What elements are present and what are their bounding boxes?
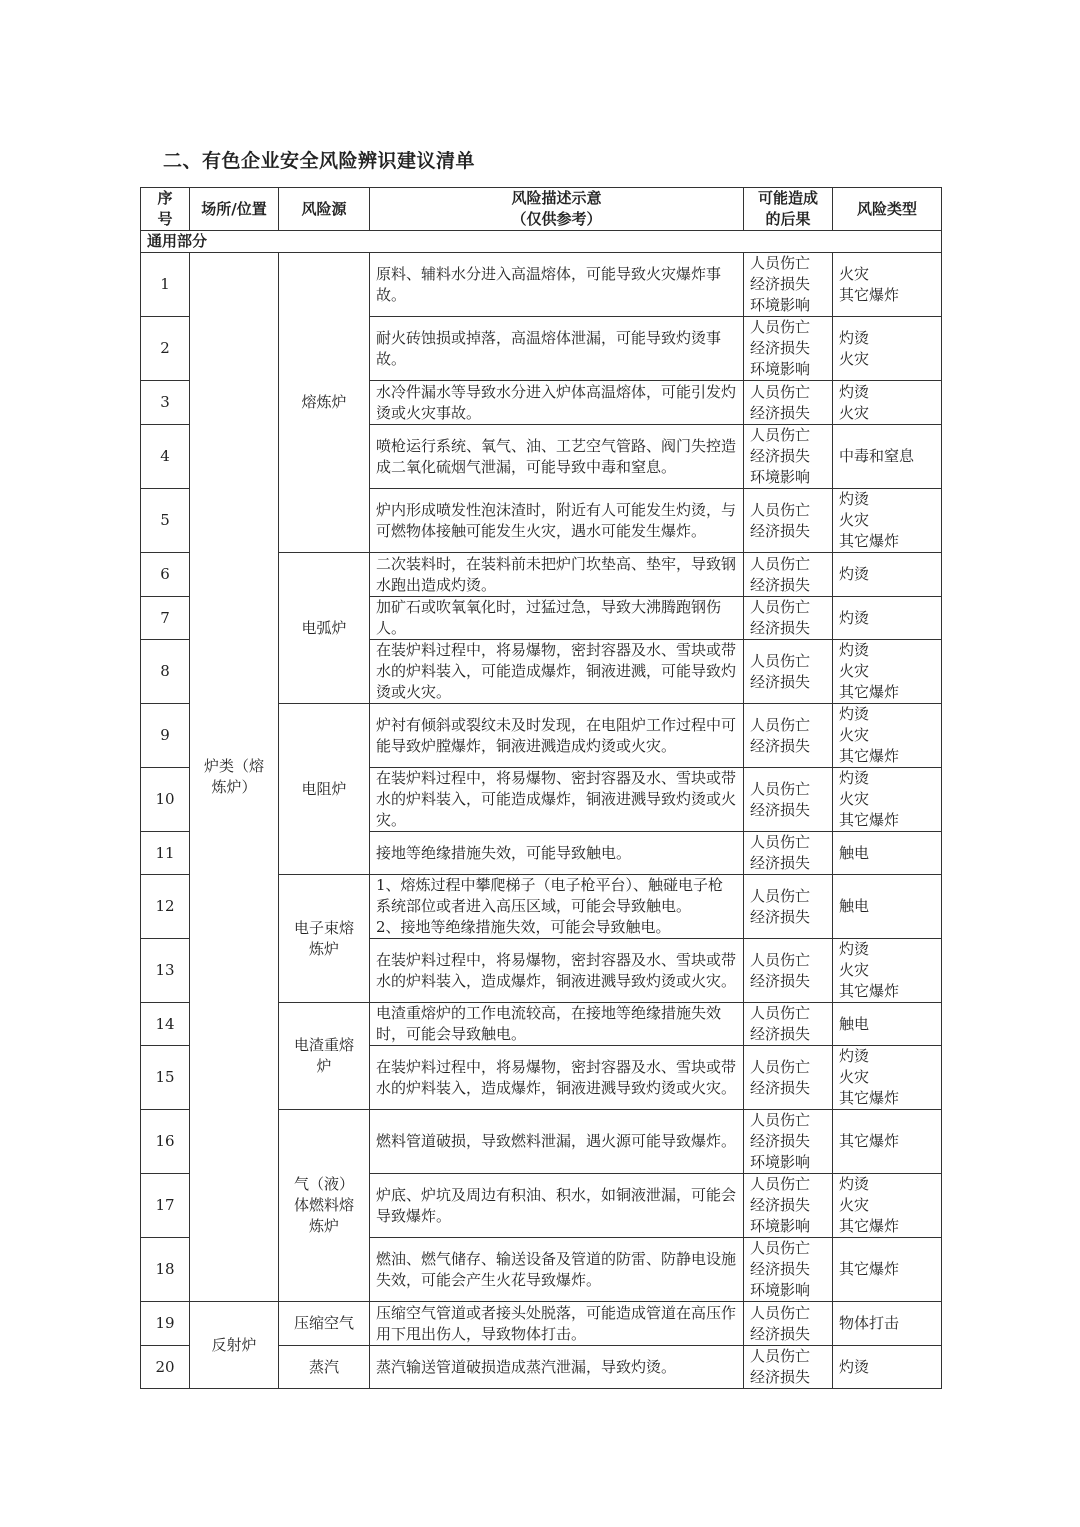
header-description: 风险描述示意 （仅供参考） [370,188,744,231]
header-location: 场所/位置 [190,188,279,231]
consequence: 人员伤亡 经济损失 [744,553,833,597]
risk-type: 灼烫 [833,1346,942,1389]
source-compressed-air: 压缩空气 [279,1302,370,1346]
consequence: 人员伤亡 经济损失 环境影响 [744,425,833,489]
consequence: 人员伤亡 经济损失 环境影响 [744,1238,833,1302]
risk-description: 耐火砖蚀损或掉落，高温熔体泄漏，可能导致灼烫事故。 [370,317,744,381]
row-no: 15 [141,1046,190,1110]
table-row [141,253,942,317]
source-steam: 蒸汽 [279,1346,370,1389]
risk-description: 燃油、燃气储存、输送设备及管道的防雷、防静电设施失效，可能会产生火花导致爆炸。 [370,1238,744,1302]
row-no: 7 [141,597,190,640]
risk-description: 在装炉料过程中，将易爆物、密封容器及水、雪块或带水的炉料装入，可能造成爆炸，铜液进溅导致灼烫或火灾。 [370,768,744,832]
row-no: 10 [141,768,190,832]
row-no: 16 [141,1110,190,1174]
location-reverberatory-furnace: 反射炉 [190,1302,279,1389]
consequence: 人员伤亡 经济损失 环境影响 [744,253,833,317]
risk-type: 灼烫 火灾 其它爆炸 [833,1174,942,1238]
row-no: 3 [141,381,190,425]
row-no: 18 [141,1238,190,1302]
section-label: 通用部分 [141,231,942,253]
source-arc-furnace: 电弧炉 [279,553,370,704]
risk-type: 灼烫 火灾 其它爆炸 [833,939,942,1003]
section-row [141,231,942,253]
risk-description: 压缩空气管道或者接头处脱落，可能造成管道在高压作用下甩出伤人，导致物体打击。 [370,1302,744,1346]
risk-description: 电渣重熔炉的工作电流较高，在接地等绝缘措施失效时，可能会导致触电。 [370,1003,744,1046]
risk-type: 触电 [833,875,942,939]
risk-type: 触电 [833,1003,942,1046]
consequence: 人员伤亡 经济损失 [744,704,833,768]
row-no: 12 [141,875,190,939]
risk-type: 灼烫 火灾 [833,317,942,381]
row-no: 5 [141,489,190,553]
consequence: 人员伤亡 经济损失 [744,875,833,939]
consequence: 人员伤亡 经济损失 [744,768,833,832]
source-electroslag-furnace: 电渣重熔 炉 [279,1003,370,1110]
header-risk-type: 风险类型 [833,188,942,231]
risk-description: 二次装料时，在装料前未把炉门坎垫高、垫牢，导致钢水跑出造成灼烫。 [370,553,744,597]
row-no: 4 [141,425,190,489]
risk-type: 灼烫 火灾 其它爆炸 [833,640,942,704]
consequence: 人员伤亡 经济损失 [744,640,833,704]
risk-type: 灼烫 火灾 其它爆炸 [833,489,942,553]
risk-description: 水冷件漏水等导致水分进入炉体高温熔体，可能引发灼烫或火灾事故。 [370,381,744,425]
consequence: 人员伤亡 经济损失 [744,381,833,425]
location-furnace: 炉类（熔 炼炉） [190,253,279,1302]
risk-description: 接地等绝缘措施失效，可能导致触电。 [370,832,744,875]
risk-type: 中毒和窒息 [833,425,942,489]
header-consequence: 可能造成 的后果 [744,188,833,231]
source-fuel-furnace: 气（液） 体燃料熔 炼炉 [279,1110,370,1302]
risk-type: 灼烫 火灾 其它爆炸 [833,1046,942,1110]
consequence: 人员伤亡 经济损失 环境影响 [744,1174,833,1238]
consequence: 人员伤亡 经济损失 [744,1302,833,1346]
row-no: 8 [141,640,190,704]
risk-type: 灼烫 火灾 其它爆炸 [833,768,942,832]
row-no: 11 [141,832,190,875]
consequence: 人员伤亡 经济损失 [744,1046,833,1110]
risk-description: 在装炉料过程中，将易爆物，密封容器及水、雪块或带水的炉料装入，造成爆炸，铜液进溅导致灼烫或火灾。 [370,939,744,1003]
row-no: 17 [141,1174,190,1238]
source-electron-beam-furnace: 电子束熔 炼炉 [279,875,370,1003]
consequence: 人员伤亡 经济损失 [744,939,833,1003]
table-header-row [141,188,942,231]
row-no: 2 [141,317,190,381]
source-smelting-furnace: 熔炼炉 [279,253,370,553]
consequence: 人员伤亡 经济损失 环境影响 [744,317,833,381]
risk-type: 灼烫 [833,553,942,597]
source-resistance-furnace: 电阻炉 [279,704,370,875]
table-row [141,1302,942,1346]
risk-description: 炉衬有倾斜或裂纹未及时发现，在电阻炉工作过程中可能导致炉膛爆炸，铜液进溅造成灼烫或火灾。 [370,704,744,768]
risk-type: 物体打击 [833,1302,942,1346]
risk-description: 炉内形成喷发性泡沫渣时，附近有人可能发生灼烫，与可燃物体接触可能发生火灾，遇水可能发生爆炸。 [370,489,744,553]
risk-description: 1、熔炼过程中攀爬梯子（电子枪平台）、触碰电子枪系统部位或者进入高压区域，可能会导致触电。 2、接地等绝缘措施失效，可能会导致触电。 [370,875,744,939]
risk-description: 蒸汽输送管道破损造成蒸汽泄漏，导致灼烫。 [370,1346,744,1389]
row-no: 20 [141,1346,190,1389]
document-heading: 二、有色企业安全风险辨识建议清单 [163,150,476,172]
risk-description: 在装炉料过程中，将易爆物，密封容器及水、雪块或带水的炉料装入，造成爆炸，铜液进溅导致灼烫或火灾。 [370,1046,744,1110]
risk-description: 喷枪运行系统、氧气、油、工艺空气管路、阀门失控造成二氧化硫烟气泄漏，可能导致中毒和窒息。 [370,425,744,489]
risk-type: 灼烫 火灾 其它爆炸 [833,704,942,768]
row-no: 1 [141,253,190,317]
risk-type: 触电 [833,832,942,875]
risk-type: 灼烫 火灾 [833,381,942,425]
consequence: 人员伤亡 经济损失 [744,597,833,640]
consequence: 人员伤亡 经济损失 [744,489,833,553]
risk-type: 火灾 其它爆炸 [833,253,942,317]
row-no: 9 [141,704,190,768]
row-no: 14 [141,1003,190,1046]
consequence: 人员伤亡 经济损失 [744,832,833,875]
risk-description: 在装炉料过程中，将易爆物，密封容器及水、雪块或带水的炉料装入，可能造成爆炸，铜液进溅，可能导致灼烫或火灾。 [370,640,744,704]
consequence: 人员伤亡 经济损失 环境影响 [744,1110,833,1174]
risk-type: 其它爆炸 [833,1238,942,1302]
risk-description: 燃料管道破损，导致燃料泄漏，遇火源可能导致爆炸。 [370,1110,744,1174]
consequence: 人员伤亡 经济损失 [744,1346,833,1389]
risk-type: 其它爆炸 [833,1110,942,1174]
risk-description: 炉底、炉坑及周边有积油、积水，如铜液泄漏，可能会导致爆炸。 [370,1174,744,1238]
row-no: 19 [141,1302,190,1346]
risk-description: 加矿石或吹氧氧化时，过猛过急，导致大沸腾跑钢伤人。 [370,597,744,640]
risk-type: 灼烫 [833,597,942,640]
header-source: 风险源 [279,188,370,231]
header-no: 序 号 [141,188,190,231]
risk-table [140,187,942,1389]
row-no: 13 [141,939,190,1003]
risk-description: 原料、辅料水分进入高温熔体，可能导致火灾爆炸事故。 [370,253,744,317]
row-no: 6 [141,553,190,597]
consequence: 人员伤亡 经济损失 [744,1003,833,1046]
